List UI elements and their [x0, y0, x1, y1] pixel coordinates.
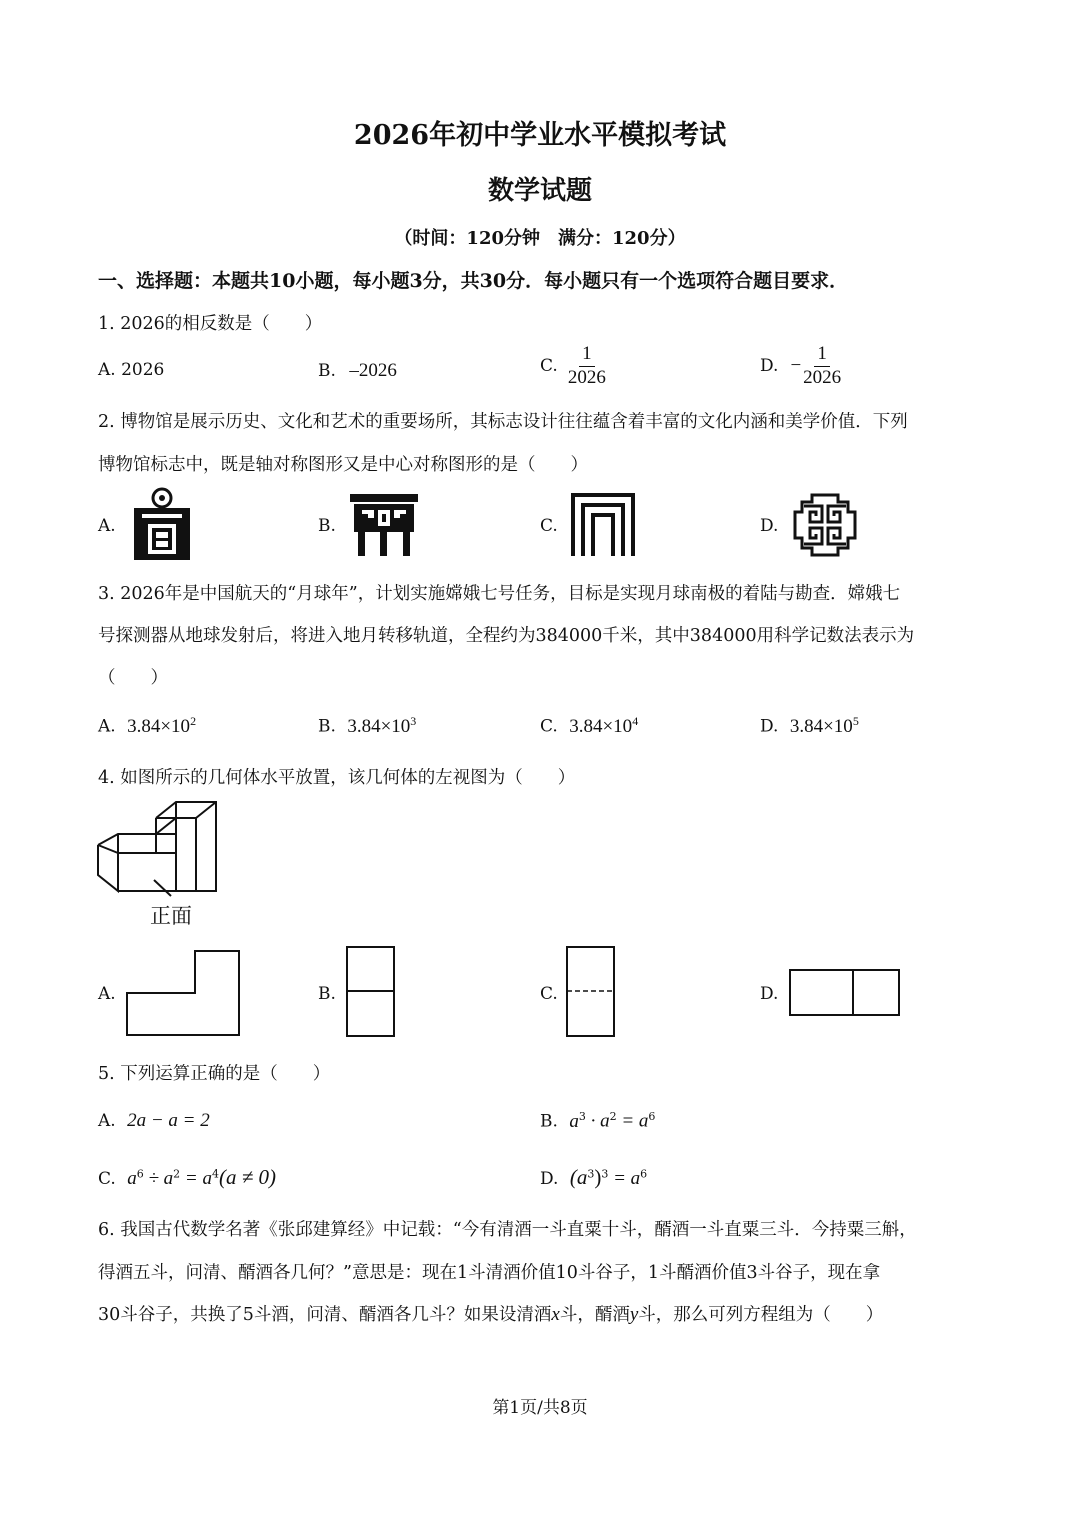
question-6-line2: 得酒五斗，问清、醑酒各几何？”意思是：现在1斗清酒价值10斗谷子，1斗醑酒价值3斗谷子，现在拿: [98, 1263, 881, 1283]
q2-option-c-label: C.: [540, 516, 558, 536]
museum-logo-d-icon: [792, 492, 858, 558]
question-3-line1: 3. 2026年是中国航天的“月球年”，计划实施嫦娥七号任务，目标是实现月球南极的着陆与勘查．嫦娥七: [98, 584, 901, 604]
q1-option-c: C. $\frac{1}{2026}$: [540, 343, 606, 388]
q1-option-d: D. − $\frac{1}{2026}$: [760, 343, 842, 388]
q5-option-d: D. $(a^3)^3 = a^6$: [540, 1165, 648, 1189]
q4-option-d-label: D.: [760, 984, 779, 1004]
question-1-stem: 1. 2026的相反数是（ ）: [98, 314, 323, 334]
q3-option-d: D. $3.84\times 10^5$: [760, 714, 859, 737]
q5-option-c: C. $a^6 \div a^2 = a^4(a \ne 0)$: [98, 1165, 276, 1189]
q4-option-b-figure: [346, 946, 396, 1038]
exam-subtitle: 数学试题: [487, 176, 592, 206]
exam-title: 2026年初中学业水平模拟考试: [353, 120, 727, 151]
q2-option-b-label: B.: [318, 516, 336, 536]
q5-option-b: B. $a^3 \cdot a^2 = a^6$: [540, 1110, 656, 1132]
museum-logo-b-icon: [348, 492, 420, 558]
question-5-stem: 5. 下列运算正确的是（ ）: [98, 1064, 331, 1084]
q1-option-a: A. 2026: [98, 360, 165, 380]
museum-logo-a-icon: [132, 488, 192, 562]
q5-option-a: A. 2a − a = 2: [98, 1110, 210, 1131]
section-heading: 一、选择题：本题共10小题，每小题3分，共30分．每小题只有一个选项符合题目要求．: [98, 270, 849, 292]
question-6-line3: 30斗谷子，共换了5斗酒，问清、醑酒各几斗？如果设清酒x斗，醑酒y斗，那么可列方程组为（ ）: [98, 1304, 884, 1325]
front-view-label: 正面: [150, 904, 192, 928]
question-6-line1: 6. 我国古代数学名著《张邱建算经》中记载：“今有清酒一斗直粟十斗，醑酒一斗直粟三斗．今持粟三斛，: [98, 1220, 917, 1240]
question-2-line1: 2. 博物馆是展示历史、文化和艺术的重要场所，其标志设计往往蕴含着丰富的文化内涵和美学价值．下列: [98, 412, 908, 432]
q4-option-a-label: A.: [98, 984, 116, 1004]
q3-option-c: C. $3.84\times 10^4$: [540, 714, 639, 737]
q4-option-b-label: B.: [318, 984, 336, 1004]
q2-option-a-label: A.: [98, 516, 116, 536]
q4-option-c-figure: [566, 946, 616, 1038]
page-number: 第1页/共8页: [492, 1398, 588, 1418]
q1-option-b: B. –2026: [318, 360, 397, 381]
exam-info: （时间：120分钟 满分：120分）: [394, 228, 686, 249]
q3-option-a: A. $3.84\times 10^2$: [98, 714, 197, 737]
question-3-line2: 号探测器从地球发射后，将进入地月转移轨道，全程约为384000千米，其中384000用科学记数法表示为: [98, 626, 915, 646]
q4-option-d-figure: [789, 969, 901, 1017]
q4-option-a-figure: [126, 950, 241, 1036]
question-3-line3: （ ）: [98, 668, 168, 688]
museum-logo-c-icon: [570, 492, 636, 558]
q2-option-d-label: D.: [760, 516, 779, 536]
solid-figure-icon: [96, 800, 221, 896]
q3-option-b: B. $3.84\times 10^3$: [318, 714, 417, 737]
question-2-line2: 博物馆标志中，既是轴对称图形又是中心对称图形的是（ ）: [98, 455, 588, 475]
question-4-stem: 4. 如图所示的几何体水平放置，该几何体的左视图为（ ）: [98, 768, 576, 788]
q4-option-c-label: C.: [540, 984, 558, 1004]
